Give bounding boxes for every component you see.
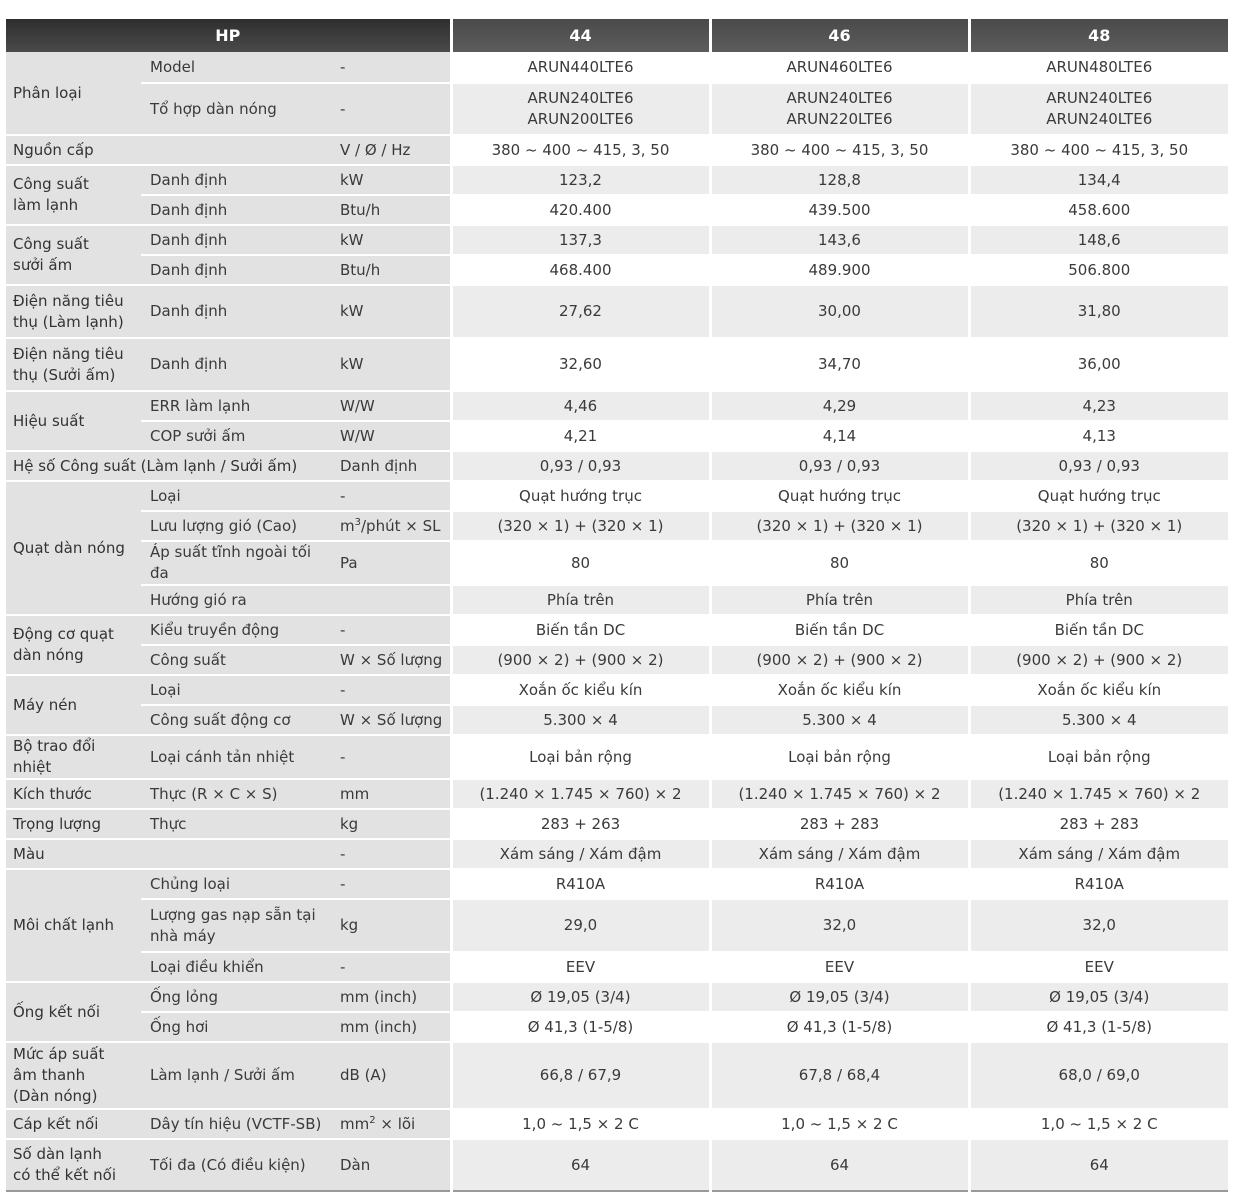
- value-cell-48: (320 × 1) + (320 × 1): [969, 511, 1228, 541]
- group-label: Hiệu suất: [6, 391, 141, 451]
- group-label: Hệ số Công suất (Làm lạnh / Sưởi ấm): [6, 451, 338, 481]
- value-cell-44: (900 × 2) + (900 × 2): [451, 645, 710, 675]
- table-row: [6, 135, 1228, 165]
- value-cell-46: Xám sáng / Xám đậm: [710, 839, 969, 869]
- value-cell-46: (900 × 2) + (900 × 2): [710, 645, 969, 675]
- item-label: Lưu lượng gió (Cao): [141, 511, 338, 541]
- value-cell-48: Biến tần DC: [969, 615, 1228, 645]
- group-label: Điện năng tiêu thụ (Làm lạnh): [6, 285, 141, 338]
- value-cell-44: 4,46: [451, 391, 710, 421]
- value-cell-46: 4,14: [710, 421, 969, 451]
- group-label: Trọng lượng: [6, 809, 141, 839]
- header-col-46: 46: [710, 19, 969, 52]
- item-label: [141, 135, 338, 165]
- value-cell-46: Ø 19,05 (3/4): [710, 982, 969, 1012]
- group-label: Phân loại: [6, 52, 141, 135]
- unit-label: mm: [338, 779, 451, 809]
- item-label: Danh định: [141, 165, 338, 195]
- value-cell-46: 80: [710, 541, 969, 585]
- value-cell-46: 283 + 283: [710, 809, 969, 839]
- value-cell-46: ARUN460LTE6: [710, 52, 969, 83]
- item-label: Tối đa (Có điều kiện): [141, 1139, 338, 1191]
- group-label: Số dàn lạnh có thể kết nối: [6, 1139, 141, 1191]
- table-row: [6, 391, 1228, 421]
- unit-label: kW: [338, 165, 451, 195]
- header-col-48: 48: [969, 19, 1228, 52]
- value-cell-46: (320 × 1) + (320 × 1): [710, 511, 969, 541]
- value-cell-46: ARUN240LTE6 ARUN220LTE6: [710, 83, 969, 135]
- value-cell-44: 283 + 263: [451, 809, 710, 839]
- group-label: Công suất sưởi ấm: [6, 225, 141, 285]
- unit-label: W × Số lượng: [338, 705, 451, 735]
- value-cell-44: 32,60: [451, 338, 710, 391]
- value-cell-44: Ø 41,3 (1-5/8): [451, 1012, 710, 1042]
- value-cell-46: Ø 41,3 (1-5/8): [710, 1012, 969, 1042]
- value-cell-44: 0,93 / 0,93: [451, 451, 710, 481]
- table-row: [6, 83, 1228, 135]
- group-label: Mức áp suất âm thanh (Dàn nóng): [6, 1042, 141, 1109]
- table-row: [6, 1109, 1228, 1139]
- item-label: Ống hơi: [141, 1012, 338, 1042]
- table-row: [6, 645, 1228, 675]
- value-cell-44: 123,2: [451, 165, 710, 195]
- value-cell-48: ARUN480LTE6: [969, 52, 1228, 83]
- value-cell-46: 4,29: [710, 391, 969, 421]
- item-label: Dây tín hiệu (VCTF-SB): [141, 1109, 338, 1139]
- table-row: [6, 421, 1228, 451]
- unit-label: $mm^2$ × lõi: [338, 1109, 451, 1139]
- unit-label: -: [338, 481, 451, 511]
- value-cell-44: 64: [451, 1139, 710, 1191]
- value-cell-48: Xoắn ốc kiểu kín: [969, 675, 1228, 705]
- value-cell-48: 380 ~ 400 ~ 415, 3, 50: [969, 135, 1228, 165]
- value-cell-48: 283 + 283: [969, 809, 1228, 839]
- unit-label: kg: [338, 809, 451, 839]
- unit-label: kW: [338, 285, 451, 338]
- group-label: Động cơ quạt dàn nóng: [6, 615, 141, 675]
- value-cell-48: 64: [969, 1139, 1228, 1191]
- table-row: [6, 1139, 1228, 1191]
- value-cell-46: 439.500: [710, 195, 969, 225]
- value-cell-46: 67,8 / 68,4: [710, 1042, 969, 1109]
- value-cell-44: Xám sáng / Xám đậm: [451, 839, 710, 869]
- table-row: [6, 52, 1228, 83]
- value-cell-48: (1.240 × 1.745 × 760) × 2: [969, 779, 1228, 809]
- item-label: Ống lỏng: [141, 982, 338, 1012]
- value-cell-48: 148,6: [969, 225, 1228, 255]
- value-cell-44: Ø 19,05 (3/4): [451, 982, 710, 1012]
- value-cell-46: 5.300 × 4: [710, 705, 969, 735]
- value-cell-48: Ø 41,3 (1-5/8): [969, 1012, 1228, 1042]
- unit-label: Danh định: [338, 451, 451, 481]
- unit-label: Pa: [338, 541, 451, 585]
- value-cell-44: EEV: [451, 952, 710, 982]
- item-label: Làm lạnh / Sưởi ấm: [141, 1042, 338, 1109]
- unit-label: dB (A): [338, 1042, 451, 1109]
- value-cell-48: 32,0: [969, 899, 1228, 952]
- table-row: [6, 481, 1228, 511]
- item-label: Áp suất tĩnh ngoài tối đa: [141, 541, 338, 585]
- group-label: Công suất làm lạnh: [6, 165, 141, 225]
- unit-label: -: [338, 952, 451, 982]
- value-cell-44: 66,8 / 67,9: [451, 1042, 710, 1109]
- unit-label: kW: [338, 225, 451, 255]
- value-cell-44: Loại bản rộng: [451, 735, 710, 779]
- unit-label: V / Ø / Hz: [338, 135, 451, 165]
- unit-label: -: [338, 839, 451, 869]
- value-cell-46: 489.900: [710, 255, 969, 285]
- value-cell-48: 36,00: [969, 338, 1228, 391]
- group-label: Ống kết nối: [6, 982, 141, 1042]
- item-label: Kiểu truyền động: [141, 615, 338, 645]
- group-label: Bộ trao đổi nhiệt: [6, 735, 141, 779]
- header-row: [6, 19, 1228, 52]
- value-cell-48: 5.300 × 4: [969, 705, 1228, 735]
- value-cell-44: 4,21: [451, 421, 710, 451]
- unit-label: $m^3$/phút × SL: [338, 511, 451, 541]
- item-label: Tổ hợp dàn nóng: [141, 83, 338, 135]
- group-label: Nguồn cấp: [6, 135, 141, 165]
- group-label: Cáp kết nối: [6, 1109, 141, 1139]
- table-row: [6, 779, 1228, 809]
- item-label: Loại: [141, 481, 338, 511]
- value-cell-44: 29,0: [451, 899, 710, 952]
- value-cell-44: Quạt hướng trục: [451, 481, 710, 511]
- item-label: ERR làm lạnh: [141, 391, 338, 421]
- value-cell-46: 1,0 ~ 1,5 × 2 C: [710, 1109, 969, 1139]
- table-row: [6, 952, 1228, 982]
- value-cell-46: (1.240 × 1.745 × 760) × 2: [710, 779, 969, 809]
- table-row: [6, 675, 1228, 705]
- value-cell-46: Xoắn ốc kiểu kín: [710, 675, 969, 705]
- group-label: Quạt dàn nóng: [6, 481, 141, 615]
- item-label: Thực: [141, 809, 338, 839]
- unit-label: -: [338, 735, 451, 779]
- value-cell-46: 30,00: [710, 285, 969, 338]
- group-label: Môi chất lạnh: [6, 869, 141, 982]
- value-cell-46: EEV: [710, 952, 969, 982]
- value-cell-48: 80: [969, 541, 1228, 585]
- value-cell-48: 0,93 / 0,93: [969, 451, 1228, 481]
- unit-label: -: [338, 52, 451, 83]
- group-label: Máy nén: [6, 675, 141, 735]
- unit-label: mm (inch): [338, 982, 451, 1012]
- value-cell-48: Ø 19,05 (3/4): [969, 982, 1228, 1012]
- table-row: [6, 451, 1228, 481]
- table-row: [6, 735, 1228, 779]
- table-row: [6, 809, 1228, 839]
- unit-label: -: [338, 83, 451, 135]
- table-row: [6, 511, 1228, 541]
- table-row: [6, 1042, 1228, 1109]
- item-label: Loại điều khiển: [141, 952, 338, 982]
- value-cell-48: 506.800: [969, 255, 1228, 285]
- value-cell-44: Phía trên: [451, 585, 710, 615]
- table-row: [6, 899, 1228, 952]
- value-cell-48: 1,0 ~ 1,5 × 2 C: [969, 1109, 1228, 1139]
- table-row: [6, 195, 1228, 225]
- value-cell-44: 380 ~ 400 ~ 415, 3, 50: [451, 135, 710, 165]
- value-cell-46: Quạt hướng trục: [710, 481, 969, 511]
- value-cell-46: Phía trên: [710, 585, 969, 615]
- group-label: Kích thước: [6, 779, 141, 809]
- table-row: [6, 615, 1228, 645]
- value-cell-44: 137,3: [451, 225, 710, 255]
- value-cell-48: Phía trên: [969, 585, 1228, 615]
- value-cell-44: 5.300 × 4: [451, 705, 710, 735]
- value-cell-48: 134,4: [969, 165, 1228, 195]
- table-row: [6, 1012, 1228, 1042]
- table-row: [6, 165, 1228, 195]
- value-cell-48: 68,0 / 69,0: [969, 1042, 1228, 1109]
- value-cell-48: EEV: [969, 952, 1228, 982]
- value-cell-44: 1,0 ~ 1,5 × 2 C: [451, 1109, 710, 1139]
- value-cell-46: 380 ~ 400 ~ 415, 3, 50: [710, 135, 969, 165]
- unit-label: W × Số lượng: [338, 645, 451, 675]
- value-cell-44: Xoắn ốc kiểu kín: [451, 675, 710, 705]
- value-cell-44: R410A: [451, 869, 710, 899]
- value-cell-48: Quạt hướng trục: [969, 481, 1228, 511]
- table-row: [6, 338, 1228, 391]
- group-label: Điện năng tiêu thụ (Sưởi ấm): [6, 338, 141, 391]
- value-cell-44: ARUN240LTE6 ARUN200LTE6: [451, 83, 710, 135]
- unit-label: kg: [338, 899, 451, 952]
- table-row: [6, 585, 1228, 615]
- value-cell-46: R410A: [710, 869, 969, 899]
- unit-label: W/W: [338, 391, 451, 421]
- table-row: [6, 982, 1228, 1012]
- unit-label: mm (inch): [338, 1012, 451, 1042]
- value-cell-46: Biến tần DC: [710, 615, 969, 645]
- unit-label: -: [338, 675, 451, 705]
- value-cell-46: 0,93 / 0,93: [710, 451, 969, 481]
- value-cell-48: (900 × 2) + (900 × 2): [969, 645, 1228, 675]
- item-label: Loại: [141, 675, 338, 705]
- item-label: Danh định: [141, 338, 338, 391]
- value-cell-44: (1.240 × 1.745 × 760) × 2: [451, 779, 710, 809]
- item-label: Loại cánh tản nhiệt: [141, 735, 338, 779]
- table-row: [6, 225, 1228, 255]
- value-cell-46: 32,0: [710, 899, 969, 952]
- value-cell-48: 458.600: [969, 195, 1228, 225]
- value-cell-44: 80: [451, 541, 710, 585]
- item-label: Danh định: [141, 285, 338, 338]
- item-label: Model: [141, 52, 338, 83]
- item-label: Danh định: [141, 195, 338, 225]
- table-row: [6, 541, 1228, 585]
- unit-label: -: [338, 615, 451, 645]
- value-cell-48: R410A: [969, 869, 1228, 899]
- value-cell-44: 27,62: [451, 285, 710, 338]
- item-label: Danh định: [141, 225, 338, 255]
- item-label: COP sưởi ấm: [141, 421, 338, 451]
- value-cell-48: Loại bản rộng: [969, 735, 1228, 779]
- item-label: [141, 839, 338, 869]
- unit-label: -: [338, 869, 451, 899]
- item-label: Công suất: [141, 645, 338, 675]
- item-label: Lượng gas nạp sẵn tại nhà máy: [141, 899, 338, 952]
- item-label: Danh định: [141, 255, 338, 285]
- table-row: [6, 705, 1228, 735]
- header-col-44: 44: [451, 19, 710, 52]
- value-cell-46: 64: [710, 1139, 969, 1191]
- value-cell-46: 34,70: [710, 338, 969, 391]
- unit-label: Btu/h: [338, 195, 451, 225]
- item-label: Công suất động cơ: [141, 705, 338, 735]
- unit-label: Btu/h: [338, 255, 451, 285]
- value-cell-44: Biến tần DC: [451, 615, 710, 645]
- value-cell-48: 4,23: [969, 391, 1228, 421]
- unit-label: Dàn: [338, 1139, 451, 1191]
- table-row: [6, 839, 1228, 869]
- group-label: Màu: [6, 839, 141, 869]
- item-label: Hướng gió ra: [141, 585, 338, 615]
- value-cell-44: 468.400: [451, 255, 710, 285]
- value-cell-46: 128,8: [710, 165, 969, 195]
- item-label: Thực (R × C × S): [141, 779, 338, 809]
- value-cell-48: 31,80: [969, 285, 1228, 338]
- unit-label: W/W: [338, 421, 451, 451]
- value-cell-48: 4,13: [969, 421, 1228, 451]
- unit-label: kW: [338, 338, 451, 391]
- header-hp: HP: [6, 19, 451, 52]
- value-cell-48: Xám sáng / Xám đậm: [969, 839, 1228, 869]
- unit-label: [338, 585, 451, 615]
- value-cell-44: ARUN440LTE6: [451, 52, 710, 83]
- value-cell-44: (320 × 1) + (320 × 1): [451, 511, 710, 541]
- value-cell-44: 420.400: [451, 195, 710, 225]
- table-row: [6, 869, 1228, 899]
- spec-table: [6, 19, 1228, 1192]
- value-cell-46: 143,6: [710, 225, 969, 255]
- item-label: Chủng loại: [141, 869, 338, 899]
- value-cell-48: ARUN240LTE6 ARUN240LTE6: [969, 83, 1228, 135]
- value-cell-46: Loại bản rộng: [710, 735, 969, 779]
- table-row: [6, 285, 1228, 338]
- table-row: [6, 255, 1228, 285]
